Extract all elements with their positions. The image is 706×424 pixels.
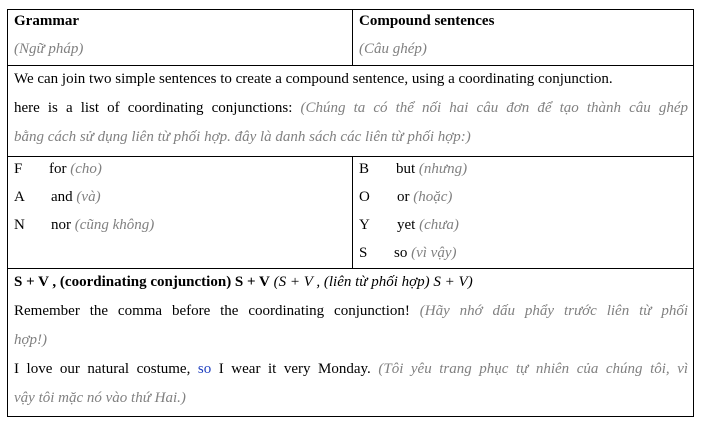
column-divider [352,157,353,268]
example-vi-cont: vậy tôi mặc nó vào thứ Hai.) [14,390,186,406]
grammar-table [7,9,694,417]
intro-line-1: We can join two simple sentences to create a compound sentence, using a coordinating conjunction. [14,71,613,87]
conjunction-letter: B [359,161,370,177]
conjunction-word: for (cho) [49,161,102,177]
conjunction-letter: Y [359,217,370,233]
grammar-subtitle: (Ngữ pháp) [14,41,84,57]
conjunction-word: or (hoặc) [397,189,453,205]
column-divider [352,10,353,65]
example-vi: (Tôi yêu trang phục tự nhiên của chúng tôi, vì [378,361,689,377]
topic-title: Compound sentences [359,13,495,29]
conjunction-letter: O [359,189,370,205]
conjunction-list-row [8,157,693,269]
topic-subtitle: (Câu ghép) [359,41,427,57]
remember-en: Remember the comma before the coordinating conjunction! [14,303,410,319]
intro-line-2-vi: (Chúng ta có thể nối hai câu đơn để tạo thành câu ghép [300,100,689,116]
example-part-1: I love our natural costume, [14,361,191,377]
conjunction-letter: A [14,189,25,205]
intro-line-2-en: here is a list of coordinating conjunctions: [14,100,293,116]
intro-line-2 [14,99,688,117]
header-row [8,10,693,66]
conjunction-word: but (nhưng) [396,161,468,177]
example-conjunction-so: so [197,361,212,377]
conjunction-letter: N [14,217,25,233]
conjunction-letter: F [14,161,23,177]
conjunction-word: yet (chưa) [397,217,459,233]
conjunction-word: and (và) [51,189,101,205]
intro-line-3-vi: bằng cách sử dụng liên từ phối hợp. đây là danh sách các liên từ phối hợp:) [14,129,471,145]
conjunction-word: so (vì vậy) [394,245,457,261]
remember-line [14,302,688,320]
formula-bold: S + V , (coordinating conjunction) S + V [14,274,270,290]
formula [14,273,473,291]
grammar-title: Grammar [14,13,79,29]
intro-row [8,66,693,157]
example-line [14,360,688,378]
formula-vi: (S + V , (liên từ phối hợp) S + V) [273,274,473,290]
remember-vi: (Hãy nhớ dấu phẩy trước liên từ phối [419,303,688,319]
formula-row [8,269,693,416]
conjunction-letter: S [359,245,368,261]
conjunction-word: nor (cũng không) [51,217,155,233]
remember-vi-cont: hợp!) [14,332,47,348]
example-part-2: I wear it very Monday. [218,361,371,377]
